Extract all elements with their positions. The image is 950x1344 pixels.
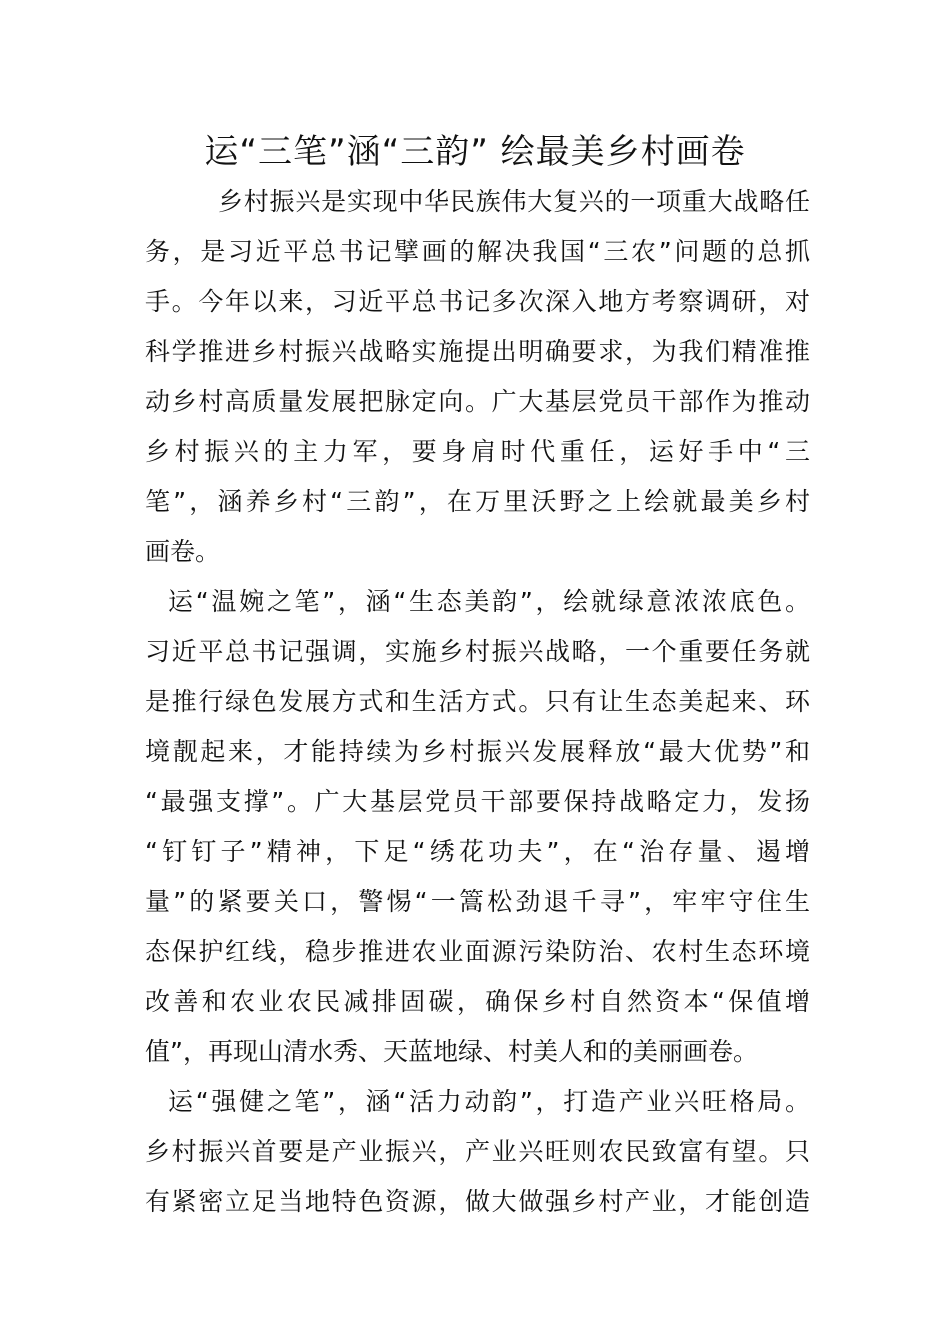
paragraph-line: 务，是习近平总书记擘画的解决我国“三农”问题的总抓: [145, 237, 810, 266]
paragraph-line: 运“温婉之笔”，涵“生态美韵”，绘就绿意浓浓底色。: [168, 587, 810, 616]
paragraph-line: 笔”，涵养乡村“三韵”，在万里沃野之上绘就最美乡村: [145, 487, 810, 516]
document-title: 运“三笔”涵“三韵” 绘最美乡村画卷: [204, 132, 746, 172]
paragraph-line: 手。今年以来，习近平总书记多次深入地方考察调研，对: [145, 287, 810, 316]
paragraph-line: 值”，再现山清水秀、天蓝地绿、村美人和的美丽画卷。: [145, 1037, 758, 1066]
paragraph-line: 乡村振兴的主力军，要身肩时代重任，运好手中“三: [145, 437, 810, 466]
paragraph-line: 有紧密立足当地特色资源，做大做强乡村产业，才能创造: [145, 1187, 810, 1216]
paragraph-line: “最强支撑”。广大基层党员干部要保持战略定力，发扬: [145, 787, 810, 816]
paragraph-line: 习近平总书记强调，实施乡村振兴战略，一个重要任务就: [145, 637, 810, 666]
paragraph-line: 量”的紧要关口，警惕“一篙松劲退千寻”，牢牢守住生: [145, 887, 810, 916]
paragraph-line: 运“强健之笔”，涵“活力动韵”，打造产业兴旺格局。: [168, 1087, 810, 1116]
paragraph-line: 动乡村高质量发展把脉定向。广大基层党员干部作为推动: [145, 387, 810, 416]
paragraph-line: 科学推进乡村振兴战略实施提出明确要求，为我们精准推: [145, 337, 810, 366]
paragraph-line: 态保护红线，稳步推进农业面源污染防治、农村生态环境: [145, 937, 810, 966]
paragraph-line: 是推行绿色发展方式和生活方式。只有让生态美起来、环: [145, 687, 810, 716]
paragraph-line: 境靓起来，才能持续为乡村振兴发展释放“最大优势”和: [145, 737, 810, 766]
paragraph-line: “钉钉子”精神，下足“绣花功夫”，在“治存量、遏增: [145, 837, 810, 866]
paragraph-line: 改善和农业农民减排固碳，确保乡村自然资本“保值增: [145, 987, 810, 1016]
paragraph-line: 画卷。: [145, 537, 221, 566]
paragraph-line: 乡村振兴是实现中华民族伟大复兴的一项重大战略任: [218, 187, 810, 216]
document-body: [145, 177, 810, 1227]
paragraph-line: 乡村振兴首要是产业振兴，产业兴旺则农民致富有望。只: [145, 1137, 810, 1166]
